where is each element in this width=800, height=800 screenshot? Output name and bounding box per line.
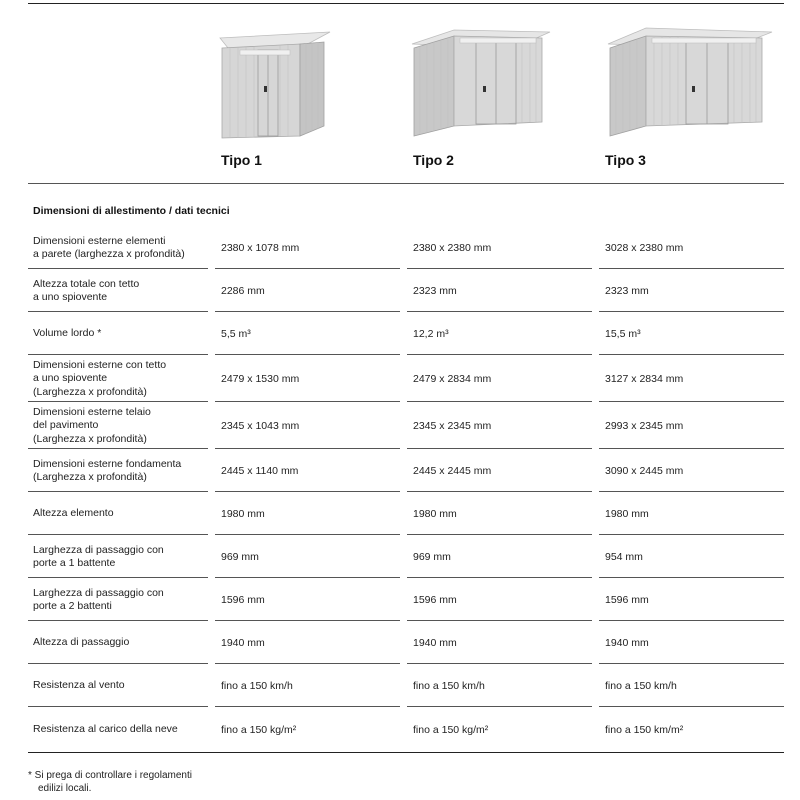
table-row — [0, 493, 800, 535]
footnote-line-2: edilizi locali. — [38, 783, 92, 794]
row-separator — [407, 268, 592, 269]
cell-tipo-1: 2345 x 1043 mm — [221, 419, 300, 432]
cell-tipo-1: 2286 mm — [221, 284, 265, 297]
row-separator — [28, 663, 208, 664]
row-separator — [215, 577, 400, 578]
row-separator — [599, 268, 784, 269]
row-label — [33, 507, 114, 521]
cell-tipo-2: 1940 mm — [413, 636, 457, 649]
row-separator — [407, 663, 592, 664]
row-separator — [407, 311, 592, 312]
cell-tipo-1: fino a 150 km/h — [221, 679, 293, 692]
row-separator — [407, 706, 592, 707]
row-separator — [407, 577, 592, 578]
row-separator — [215, 620, 400, 621]
row-label-line: a uno spiovente — [33, 291, 108, 303]
table-row — [0, 665, 800, 707]
shed-tipo-3-image — [606, 24, 776, 139]
cell-tipo-3: fino a 150 km/h — [605, 679, 677, 692]
cell-tipo-1: 2380 x 1078 mm — [221, 241, 300, 254]
row-separator — [28, 448, 208, 449]
cell-tipo-3: 2993 x 2345 mm — [605, 419, 684, 432]
row-separator — [28, 577, 208, 578]
row-separator — [407, 534, 592, 535]
row-label-line: Dimensioni esterne elementi — [33, 234, 166, 247]
row-separator — [215, 311, 400, 312]
row-label-line: (Larghezza x profondità) — [33, 471, 147, 483]
table-row — [0, 403, 800, 449]
row-separator — [28, 706, 208, 707]
cell-tipo-1: fino a 150 kg/m² — [221, 723, 297, 736]
cell-tipo-2: 2323 mm — [413, 284, 457, 297]
cell-tipo-3: 3090 x 2445 mm — [605, 464, 684, 477]
row-separator — [215, 268, 400, 269]
row-label-line: Larghezza di passaggio con — [33, 543, 164, 556]
row-label — [33, 278, 139, 305]
table-row — [0, 356, 800, 402]
row-separator — [599, 534, 784, 535]
cell-tipo-2: 2380 x 2380 mm — [413, 241, 492, 254]
row-label-line: Dimensioni esterne con tetto — [33, 358, 167, 371]
row-label — [33, 544, 164, 571]
row-separator — [599, 401, 784, 402]
table-row — [0, 622, 800, 664]
cell-tipo-1: 1940 mm — [221, 636, 265, 649]
row-separator — [599, 354, 784, 355]
table-row — [0, 450, 800, 492]
cell-tipo-2: fino a 150 km/h — [413, 679, 485, 692]
row-separator — [407, 491, 592, 492]
row-label-line: porte a 1 battente — [33, 557, 116, 569]
row-separator — [407, 448, 592, 449]
row-label-line: Altezza elemento — [33, 507, 114, 520]
shed-tipo-2-image — [410, 26, 555, 141]
cell-tipo-3: 1940 mm — [605, 636, 649, 649]
row-separator — [28, 311, 208, 312]
cell-tipo-2: 2479 x 2834 mm — [413, 372, 492, 385]
row-separator — [28, 620, 208, 621]
cell-tipo-3: 3127 x 2834 mm — [605, 372, 684, 385]
row-label-line: Altezza di passaggio — [33, 636, 130, 649]
cell-tipo-3: 2323 mm — [605, 284, 649, 297]
row-label — [33, 235, 185, 262]
table-bottom-rule — [28, 752, 784, 753]
cell-tipo-2: 1596 mm — [413, 593, 457, 606]
top-rule — [28, 3, 784, 4]
cell-tipo-1: 5,5 m³ — [221, 327, 251, 340]
row-separator — [215, 663, 400, 664]
cell-tipo-2: 2345 x 2345 mm — [413, 419, 492, 432]
cell-tipo-1: 969 mm — [221, 550, 259, 563]
row-label-line: (Larghezza x profondità) — [33, 432, 147, 445]
row-label — [33, 359, 166, 400]
row-label-line: a uno spiovente — [33, 372, 108, 385]
cell-tipo-1: 1596 mm — [221, 593, 265, 606]
cell-tipo-2: 2445 x 2445 mm — [413, 464, 492, 477]
row-separator — [28, 401, 208, 402]
cell-tipo-3: 1980 mm — [605, 507, 649, 520]
row-label — [33, 458, 181, 485]
cell-tipo-1: 2445 x 1140 mm — [221, 464, 299, 477]
cell-tipo-1: 1980 mm — [221, 507, 265, 520]
row-label-line: Volume lordo * — [33, 327, 102, 340]
row-separator — [215, 491, 400, 492]
section-title: Dimensioni di allestimento / dati tecnici — [33, 205, 230, 217]
row-label-line: Resistenza al vento — [33, 679, 125, 692]
shed-tipo-1-image — [218, 30, 333, 140]
cell-tipo-3: 15,5 m³ — [605, 327, 641, 340]
table-row — [0, 708, 800, 752]
cell-tipo-3: fino a 150 km/m² — [605, 723, 684, 736]
row-separator — [28, 354, 208, 355]
cell-tipo-2: 969 mm — [413, 550, 451, 563]
row-separator — [599, 577, 784, 578]
row-label-line: Larghezza di passaggio con — [33, 586, 164, 599]
cell-tipo-3: 3028 x 2380 mm — [605, 241, 684, 254]
cell-tipo-2: 1980 mm — [413, 507, 457, 520]
header-rule — [28, 183, 784, 184]
row-separator — [28, 534, 208, 535]
row-label-line: Altezza totale con tetto — [33, 277, 140, 290]
row-separator — [407, 401, 592, 402]
row-separator — [407, 354, 592, 355]
row-label-line: Dimensioni esterne telaio — [33, 405, 151, 418]
row-separator — [599, 620, 784, 621]
footnote — [28, 769, 192, 795]
row-separator — [215, 534, 400, 535]
row-separator — [215, 354, 400, 355]
cell-tipo-3: 954 mm — [605, 550, 643, 563]
row-separator — [599, 491, 784, 492]
row-label-line: porte a 2 battenti — [33, 600, 112, 612]
row-separator — [215, 448, 400, 449]
row-label-line: a parete (larghezza x profondità) — [33, 248, 185, 260]
row-separator — [599, 311, 784, 312]
cell-tipo-3: 1596 mm — [605, 593, 649, 606]
table-row — [0, 227, 800, 269]
row-separator — [215, 401, 400, 402]
row-separator — [407, 620, 592, 621]
row-label — [33, 636, 129, 650]
row-label-line: Resistenza al carico della neve — [33, 723, 178, 736]
row-separator — [215, 706, 400, 707]
table-row — [0, 270, 800, 312]
row-label-line: (Larghezza x profondità) — [33, 385, 147, 398]
type-label-3: Tipo 3 — [605, 152, 646, 168]
row-separator — [599, 663, 784, 664]
cell-tipo-2: 12,2 m³ — [413, 327, 449, 340]
table-row — [0, 536, 800, 578]
cell-tipo-1: 2479 x 1530 mm — [221, 372, 300, 385]
type-label-2: Tipo 2 — [413, 152, 454, 168]
row-separator — [28, 268, 208, 269]
cell-tipo-2: fino a 150 kg/m² — [413, 723, 489, 736]
row-label — [33, 723, 178, 737]
row-label-line: Dimensioni esterne fondamenta — [33, 457, 182, 470]
row-label — [33, 327, 101, 341]
type-label-1: Tipo 1 — [221, 152, 262, 168]
table-row — [0, 579, 800, 621]
row-label-line: del pavimento — [33, 419, 99, 432]
row-label — [33, 679, 125, 693]
row-separator — [28, 491, 208, 492]
row-label — [33, 406, 151, 447]
row-separator — [599, 706, 784, 707]
table-row — [0, 313, 800, 355]
row-label — [33, 587, 164, 614]
footnote-line-1: * Si prega di controllare i regolamenti — [28, 770, 192, 781]
row-separator — [599, 448, 784, 449]
